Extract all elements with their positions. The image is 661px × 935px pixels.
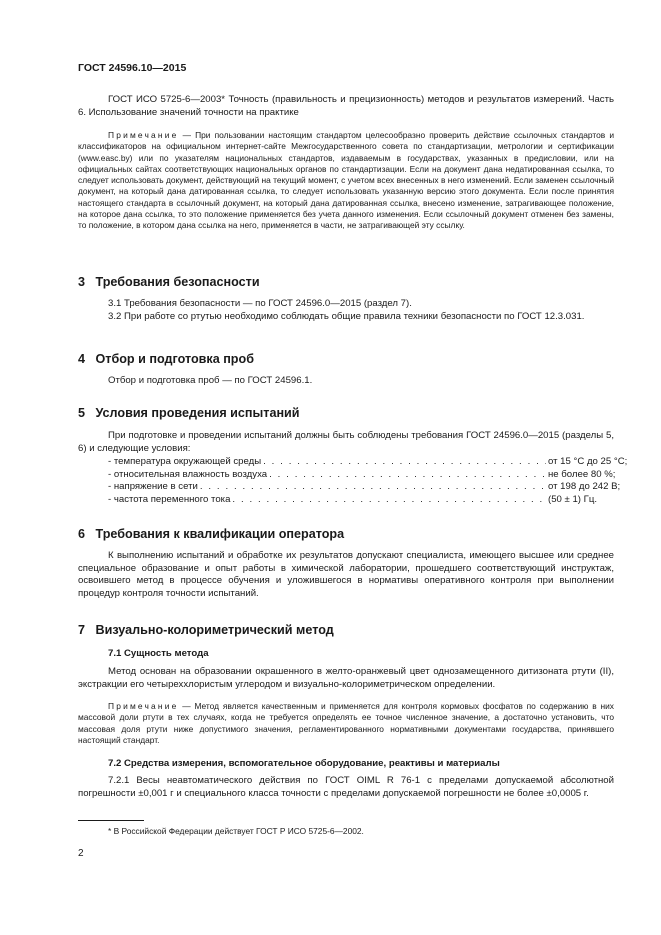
condition-item: - напряжение в сети . . . от 198 до 242 В; bbox=[108, 481, 644, 494]
note-text: — Метод является качественным и применяется для контроля кормовых фосфатов по содержанию в них массовой доли ртути в тех случаях, когда не требуется определять ее точное численное значение, а достаточно установить, что массовая доля ртути ниже допустимого значения, регламентированного нормативными документами государства, принявшего настоящий стандарт. bbox=[78, 701, 614, 745]
section-3-heading bbox=[78, 275, 614, 289]
section-5-paragraph: При подготовке и проведении испытаний должны быть соблюдены требования ГОСТ 24596.0—2015 (разделы 5, 6) и следующие условия: bbox=[78, 430, 614, 454]
normative-reference-paragraph: ГОСТ ИСО 5725-6—2003* Точность (правильность и прецизионность) методов и результатов измерений. Часть 6. Использование значений точности на практике bbox=[78, 94, 614, 118]
section-6-heading bbox=[78, 527, 614, 541]
section-title: Визуально-колориметрический метод bbox=[95, 623, 334, 637]
intro-note bbox=[78, 130, 614, 232]
section-6-paragraph: К выполнению испытаний и обработке их результатов допускают специалиста, имеющего высшее или среднее специальное образование и опыт работы в химической лаборатории, прошедшего соответствующий инструктаж, освоившего метод в процессе обучения и уложившегося в нормативы оперативного контроля при выполнении процедур контроля точности испытаний. bbox=[78, 550, 614, 599]
note-label: Примечание bbox=[108, 701, 179, 711]
condition-item: - частота переменного тока . . . (50 ± 1) Гц. bbox=[108, 494, 644, 507]
section-title: Требования безопасности bbox=[95, 275, 260, 289]
page-number: 2 bbox=[78, 848, 84, 859]
section-3-paragraph-2: 3.2 При работе со ртутью необходимо соблюдать общие правила техники безопасности по ГОСТ 12.3.031. bbox=[108, 311, 585, 322]
subsection-7-1-paragraph: Метод основан на образовании окрашенного в желто-оранжевый цвет однозамещенного дитизоната ртути (II), экстракции его четыреххлористым углеродом и визуально-колориметрическом определении. bbox=[78, 666, 614, 690]
section-number: 4 bbox=[78, 352, 86, 366]
section-number: 7 bbox=[78, 623, 86, 637]
subsection-7-1-heading: 7.1 Сущность метода bbox=[108, 648, 209, 659]
section-5-heading bbox=[78, 406, 614, 420]
condition-item: - температура окружающей среды . . . от 15 °С до 25 °С; bbox=[108, 456, 644, 469]
footnote-rule bbox=[78, 820, 144, 821]
note-text: — При пользовании настоящим стандартом целесообразно проверить действие ссылочных стандартов и классификаторов на официальном интернет-сайте Межгосударственного совета по стандартизации, метрологии и сертификации (www.easc.by) или по указателям национальных стандартов, издаваемым в государствах, указанных в предисловии, или на официальных сайтах соответствующих национальных органов по стандартизации. Если на документ дана недатированная ссылка, то следует использовать документ, действующий на текущий момент, с учетом всех внесенных в него изменений. Если заменен ссылочный документ, на который дана датированная ссылка, то следует использовать указанную версию этого документа. Если после принятия настоящего стандарта в ссылочный документ, на который дана датированная ссылка, внесено изменение, затрагивающее положение, на которое дана ссылка, то это положение применяется без учета данного изменения. Если ссылочный документ отменен без замены, то положение, в котором дана ссылка на него, применяется в части, не затрагивающей эту ссылку. bbox=[78, 130, 614, 231]
dot-leader bbox=[263, 456, 546, 469]
method-note bbox=[78, 701, 614, 746]
condition-item: - относительная влажность воздуха . . . не более 80 %; bbox=[108, 469, 644, 482]
section-number: 6 bbox=[78, 527, 86, 541]
section-title: Условия проведения испытаний bbox=[95, 406, 300, 420]
section-4-paragraph: Отбор и подготовка проб — по ГОСТ 24596.1. bbox=[108, 375, 313, 386]
note-label: Примечание bbox=[108, 130, 179, 140]
document-code-header: ГОСТ 24596.10—2015 bbox=[78, 62, 187, 74]
footnote: * В Российской Федерации действует ГОСТ Р ИСО 5725-6—2002. bbox=[108, 826, 364, 836]
section-title: Требования к квалификации оператора bbox=[95, 527, 345, 541]
dot-leader bbox=[200, 481, 546, 494]
section-title: Отбор и подготовка проб bbox=[95, 352, 254, 366]
section-7-heading bbox=[78, 623, 614, 637]
section-number: 5 bbox=[78, 406, 86, 420]
subsection-7-2-heading: 7.2 Средства измерения, вспомогательное оборудование, реактивы и материалы bbox=[108, 758, 500, 769]
section-number: 3 bbox=[78, 275, 86, 289]
section-4-heading bbox=[78, 352, 614, 366]
dot-leader bbox=[269, 469, 546, 482]
dot-leader bbox=[232, 494, 546, 507]
test-conditions-list bbox=[78, 456, 644, 506]
section-3-paragraph-1: 3.1 Требования безопасности — по ГОСТ 24596.0—2015 (раздел 7). bbox=[108, 298, 412, 309]
subsection-7-2-1-paragraph: 7.2.1 Весы неавтоматического действия по ГОСТ OIML R 76-1 с пределами допускаемой абсолютной погрешности ±0,001 г и специального класса точности с пределами допускаемой погрешности не более ±0,0005 г. bbox=[78, 775, 614, 799]
